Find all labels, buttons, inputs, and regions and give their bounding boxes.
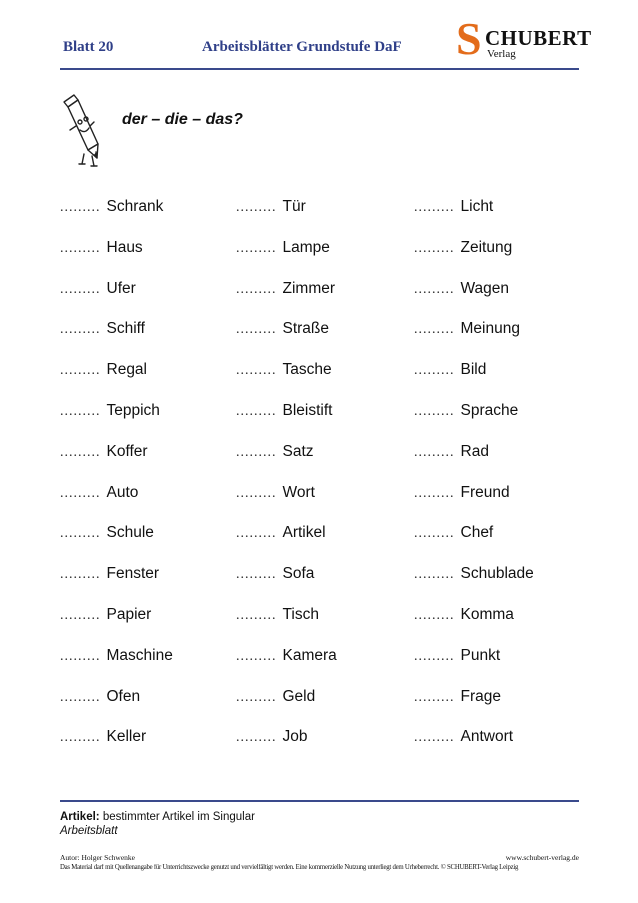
article-blank[interactable]: ......... xyxy=(414,730,455,746)
word-item xyxy=(236,239,330,257)
article-blank[interactable]: ......... xyxy=(236,485,277,501)
noun-label: Bild xyxy=(460,361,487,379)
article-blank[interactable]: ......... xyxy=(60,608,101,623)
word-item xyxy=(236,402,332,420)
word-item xyxy=(414,198,493,216)
noun-label: Straße xyxy=(282,320,330,338)
footer-divider xyxy=(60,800,579,802)
logo-sub: Verlag xyxy=(487,48,516,60)
word-item xyxy=(60,361,147,379)
word-item xyxy=(414,484,510,502)
noun-label: Bleistift xyxy=(282,402,333,419)
definition-line xyxy=(60,811,255,823)
word-item xyxy=(236,606,319,624)
article-blank[interactable]: ......... xyxy=(414,567,455,583)
noun-label: Regal xyxy=(106,361,147,379)
noun-label: Schiff xyxy=(106,320,145,338)
article-blank[interactable]: ......... xyxy=(414,444,455,460)
word-item xyxy=(60,280,136,298)
word-row xyxy=(60,239,590,261)
article-blank[interactable]: ......... xyxy=(236,648,277,664)
article-blank[interactable]: ......... xyxy=(60,404,101,419)
article-blank[interactable]: ......... xyxy=(236,608,277,623)
article-blank[interactable]: ......... xyxy=(414,648,455,664)
word-row xyxy=(60,728,590,750)
word-item xyxy=(60,606,151,624)
article-blank[interactable]: ......... xyxy=(414,240,455,256)
word-item xyxy=(60,524,154,542)
article-blank[interactable]: ......... xyxy=(236,363,277,379)
word-item xyxy=(236,688,315,706)
word-item xyxy=(236,361,332,379)
copyright-note: Das Material darf mit Quellenangabe für Unterrichtszwecke genutzt und vervielfältigt werden. Eine kommerzielle Nutzung unterliegt dem Urheberrecht. © SCHUBERT-Verlag Leipzig xyxy=(60,864,519,871)
article-blank[interactable]: ......... xyxy=(236,240,277,256)
word-item xyxy=(60,239,143,257)
sheet-number: Blatt 20 xyxy=(63,39,114,55)
noun-label: Schrank xyxy=(106,198,164,215)
noun-label: Komma xyxy=(460,606,514,623)
noun-label: Tasche xyxy=(282,361,332,379)
article-blank[interactable]: ......... xyxy=(414,363,455,379)
word-row xyxy=(60,402,590,424)
noun-label: Koffer xyxy=(106,442,148,460)
noun-label: Zimmer xyxy=(282,279,336,297)
word-row xyxy=(60,443,590,465)
noun-label: Rad xyxy=(460,442,489,460)
author-credit: Autor: Holger Schwenke xyxy=(60,853,135,862)
definition-label: Artikel: xyxy=(60,811,100,823)
word-item xyxy=(60,320,145,338)
noun-label: Chef xyxy=(460,524,494,542)
word-item xyxy=(414,606,514,624)
word-item xyxy=(60,565,159,583)
word-item xyxy=(236,484,315,502)
article-blank[interactable]: ......... xyxy=(236,281,277,297)
article-blank[interactable]: ......... xyxy=(414,526,455,542)
word-item xyxy=(414,647,500,665)
word-item xyxy=(60,647,173,665)
word-row xyxy=(60,524,590,546)
article-blank[interactable]: ......... xyxy=(60,730,101,746)
article-blank[interactable]: ......... xyxy=(60,322,101,338)
noun-label: Wagen xyxy=(460,279,510,297)
publisher-url: www.schubert-verlag.de xyxy=(505,853,579,862)
series-title: Arbeitsblätter Grundstufe DaF xyxy=(202,39,402,55)
word-item xyxy=(414,239,512,257)
noun-label: Frage xyxy=(460,687,501,705)
word-item xyxy=(414,320,520,338)
noun-label: Ofen xyxy=(106,687,141,705)
document-type: Arbeitsblatt xyxy=(60,825,118,837)
word-row xyxy=(60,198,590,220)
header-divider xyxy=(60,68,579,70)
article-blank[interactable]: ......... xyxy=(414,485,455,501)
noun-label: Papier xyxy=(106,606,152,623)
noun-label: Zeitung xyxy=(460,238,513,256)
noun-label: Satz xyxy=(282,442,314,460)
noun-label: Lampe xyxy=(282,238,330,256)
word-item xyxy=(60,198,163,216)
word-item xyxy=(414,361,486,379)
word-item xyxy=(414,728,513,746)
article-blank[interactable]: ......... xyxy=(60,567,101,583)
article-blank[interactable]: ......... xyxy=(236,200,277,215)
publisher-logo xyxy=(456,13,592,66)
article-blank[interactable]: ......... xyxy=(414,322,455,338)
logo-name: CHUBERT xyxy=(485,26,592,50)
article-blank[interactable]: ......... xyxy=(236,322,277,338)
word-row xyxy=(60,647,590,669)
word-item xyxy=(236,524,326,542)
logo-initial: S xyxy=(456,13,482,64)
article-blank[interactable]: ......... xyxy=(60,526,101,542)
word-item xyxy=(414,402,518,420)
word-row xyxy=(60,280,590,302)
word-item xyxy=(236,443,314,461)
word-item xyxy=(414,280,509,298)
page-header xyxy=(60,13,592,70)
word-item xyxy=(236,647,337,665)
article-blank[interactable]: ......... xyxy=(236,444,277,460)
word-item xyxy=(236,280,335,298)
noun-label: Wort xyxy=(282,483,315,501)
article-blank[interactable]: ......... xyxy=(60,444,101,460)
article-blank[interactable]: ......... xyxy=(60,363,101,379)
noun-label: Sofa xyxy=(282,565,315,583)
noun-label: Maschine xyxy=(106,646,173,664)
noun-label: Artikel xyxy=(282,524,326,542)
noun-label: Fenster xyxy=(106,565,160,583)
article-blank[interactable]: ......... xyxy=(60,689,101,705)
article-blank[interactable]: ......... xyxy=(414,608,455,623)
noun-label: Keller xyxy=(106,728,147,746)
noun-label: Schublade xyxy=(460,565,534,583)
article-blank[interactable]: ......... xyxy=(60,281,101,297)
pencil-mascot-icon xyxy=(60,92,104,168)
word-item xyxy=(414,565,534,583)
article-blank[interactable]: ......... xyxy=(236,689,277,705)
article-blank[interactable]: ......... xyxy=(414,404,455,419)
word-row xyxy=(60,484,590,506)
noun-label: Meinung xyxy=(460,320,520,338)
word-row xyxy=(60,688,590,710)
word-item xyxy=(414,443,489,461)
article-blank[interactable]: ......... xyxy=(414,200,455,215)
noun-label: Punkt xyxy=(460,646,501,664)
word-item xyxy=(60,688,140,706)
noun-label: Auto xyxy=(106,483,139,501)
noun-label: Geld xyxy=(282,687,316,705)
word-row xyxy=(60,565,590,587)
noun-label: Ufer xyxy=(106,279,136,297)
word-item xyxy=(236,198,306,216)
article-blank[interactable]: ......... xyxy=(414,689,455,705)
noun-label: Kamera xyxy=(282,646,337,664)
article-blank[interactable]: ......... xyxy=(414,281,455,297)
noun-label: Tür xyxy=(282,198,306,215)
noun-label: Sprache xyxy=(460,402,519,419)
word-item xyxy=(60,728,146,746)
noun-label: Schule xyxy=(106,524,154,542)
word-row xyxy=(60,606,590,628)
article-blank[interactable]: ......... xyxy=(236,526,277,542)
article-blank[interactable]: ......... xyxy=(236,404,277,419)
word-item xyxy=(236,320,329,338)
word-item xyxy=(60,402,160,420)
word-row xyxy=(60,361,590,383)
noun-label: Tisch xyxy=(282,606,319,623)
article-blank[interactable]: ......... xyxy=(60,200,101,215)
article-blank[interactable]: ......... xyxy=(236,730,277,746)
article-blank[interactable]: ......... xyxy=(60,648,101,664)
article-blank[interactable]: ......... xyxy=(60,240,101,256)
definition-text: bestimmter Artikel im Singular xyxy=(99,811,255,823)
word-item xyxy=(60,484,138,502)
exercise-title: der – die – das? xyxy=(122,111,243,128)
noun-label: Freund xyxy=(460,483,510,501)
noun-label: Teppich xyxy=(106,402,160,419)
article-blank[interactable]: ......... xyxy=(236,567,277,583)
word-item xyxy=(236,728,308,746)
noun-label: Licht xyxy=(460,198,494,215)
word-item xyxy=(414,688,501,706)
article-blank[interactable]: ......... xyxy=(60,485,101,501)
word-item xyxy=(236,565,314,583)
noun-label: Antwort xyxy=(460,728,514,746)
word-item xyxy=(60,443,148,461)
noun-label: Haus xyxy=(106,238,143,256)
word-row xyxy=(60,320,590,342)
word-item xyxy=(414,524,493,542)
noun-label: Job xyxy=(282,728,308,746)
